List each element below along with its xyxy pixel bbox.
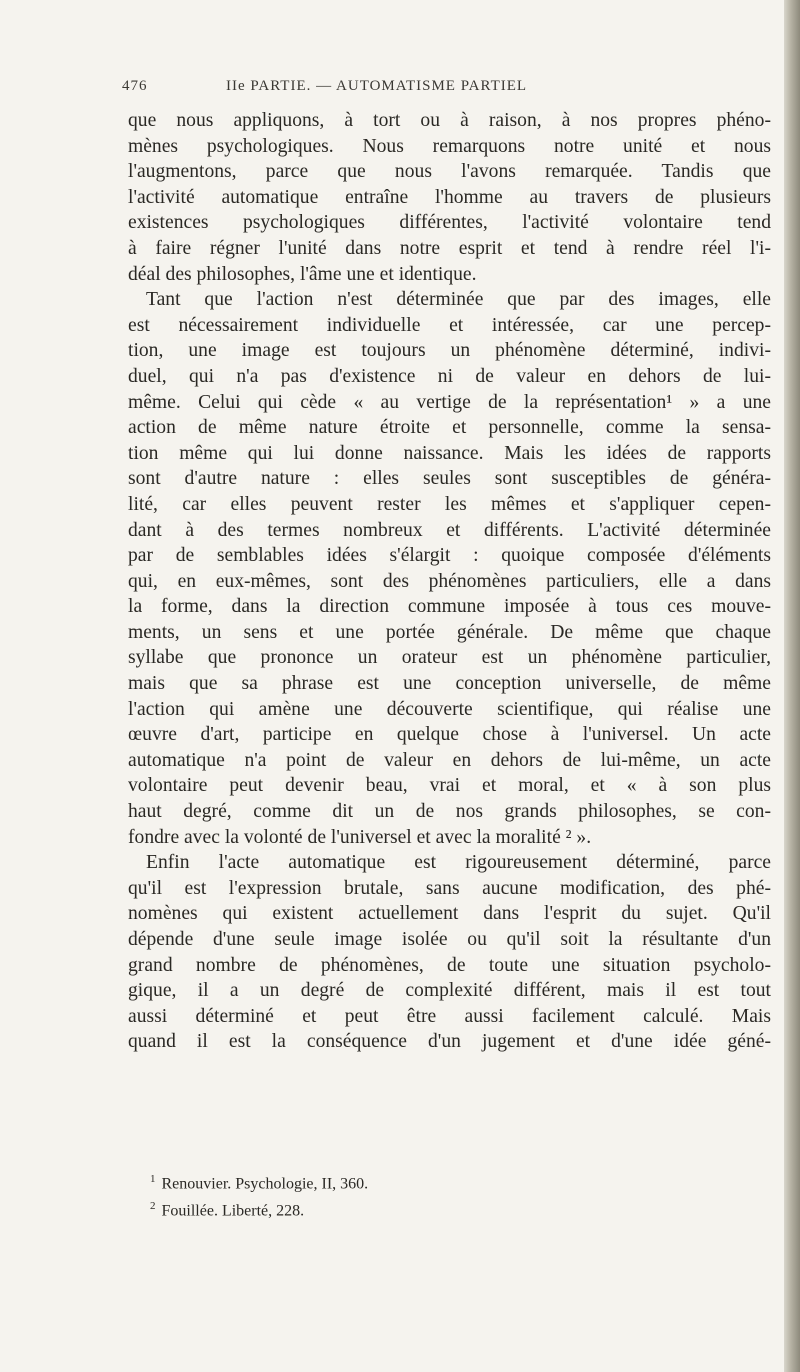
text-line: déal des philosophes, l'âme une et identique. <box>128 263 477 285</box>
text-line: qu'il est l'expression brutale, sans aucune modification, des phé- <box>128 877 771 899</box>
text-line: duel, qui n'a pas d'existence ni de valeur en dehors de lui- <box>128 365 771 387</box>
text-line: Tant que l'action n'est déterminée que par des images, elle <box>146 289 771 311</box>
footnote-text: Fouillée. Liberté, 228. <box>161 1202 305 1220</box>
text-line: l'augmentons, parce que nous l'avons remarquée. Tandis que <box>128 161 771 183</box>
text-line: l'activité automatique entraîne l'homme au travers de plusieurs <box>128 186 771 208</box>
text-line: à faire régner l'unité dans notre esprit et tend à rendre réel l'i- <box>128 237 771 259</box>
footnotes <box>150 1168 750 1223</box>
text-line: grand nombre de phénomènes, de toute une situation psycholo- <box>128 954 771 976</box>
running-head-title: IIe PARTIE. — AUTOMATISME PARTIEL <box>226 78 528 94</box>
text-line: tion, une image est toujours un phénomène déterminé, indivi- <box>128 340 771 362</box>
text-line: qui, en eux-mêmes, sont des phénomènes particuliers, elle a dans <box>128 570 771 592</box>
text-line: par de semblables idées s'élargit : quoique composée d'éléments <box>128 545 771 567</box>
footnote-text: Renouvier. Psychologie, II, 360. <box>161 1175 369 1193</box>
text-line: quand il est la conséquence d'un jugement et d'une idée géné- <box>128 1031 771 1053</box>
page-edge-shadow <box>784 0 800 1372</box>
footnote <box>150 1168 750 1195</box>
text-line: mais que sa phrase est une conception universelle, de même <box>128 673 771 695</box>
text-line: tion même qui lui donne naissance. Mais les idées de rapports <box>128 442 771 464</box>
text-line: mènes psychologiques. Nous remarquons notre unité et nous <box>128 135 771 157</box>
text-line: ments, un sens et une portée générale. De même que chaque <box>128 621 771 643</box>
running-header <box>122 78 762 100</box>
footnote <box>150 1195 750 1222</box>
text-line: même. Celui qui cède « au vertige de la représentation¹ » a une <box>128 391 771 413</box>
text-line: que nous appliquons, à tort ou à raison, à nos propres phéno- <box>128 110 771 131</box>
text-line: est nécessairement individuelle et intéressée, car une percep- <box>128 314 771 336</box>
text-line: haut degré, comme dit un de nos grands philosophes, se con- <box>128 801 771 823</box>
text-line: Enfin l'acte automatique est rigoureusement déterminé, parce <box>146 852 771 874</box>
page-number: 476 <box>122 78 148 94</box>
text-line: gique, il a un degré de complexité différent, mais il est tout <box>128 980 771 1002</box>
text-line: œuvre d'art, participe en quelque chose à l'universel. Un acte <box>128 724 771 746</box>
text-line: l'action qui amène une découverte scientifique, qui réalise une <box>128 698 771 720</box>
footnote-mark: 1 <box>150 1173 156 1185</box>
text-line: nomènes qui existent actuellement dans l'esprit du sujet. Qu'il <box>128 903 771 925</box>
body-text <box>128 108 771 1055</box>
text-line: dant à des termes nombreux et différents. L'activité déterminée <box>128 519 771 541</box>
text-line: volontaire peut devenir beau, vrai et moral, et « à son plus <box>128 775 771 797</box>
text-line: la forme, dans la direction commune imposée à tous ces mouve- <box>128 596 771 618</box>
text-line: dépende d'une seule image isolée ou qu'il soit la résultante d'un <box>128 929 771 950</box>
text-line: lité, car elles peuvent rester les mêmes et s'appliquer cepen- <box>128 493 771 515</box>
text-line: action de même nature étroite et personnelle, comme la sensa- <box>128 417 771 439</box>
footnote-mark: 2 <box>150 1200 156 1213</box>
text-line: automatique n'a point de valeur en dehors de lui-même, un acte <box>128 749 771 771</box>
text-line: syllabe que prononce un orateur est un phénomène particulier, <box>128 647 771 669</box>
text-line: sont d'autre nature : elles seules sont susceptibles de généra- <box>128 468 771 490</box>
text-line: existences psychologiques différentes, l'activité volontaire tend <box>128 212 771 234</box>
text-line: aussi déterminé et peut être aussi facilement calculé. Mais <box>128 1005 771 1027</box>
text-line: fondre avec la volonté de l'universel et avec la moralité ² ». <box>128 826 592 848</box>
